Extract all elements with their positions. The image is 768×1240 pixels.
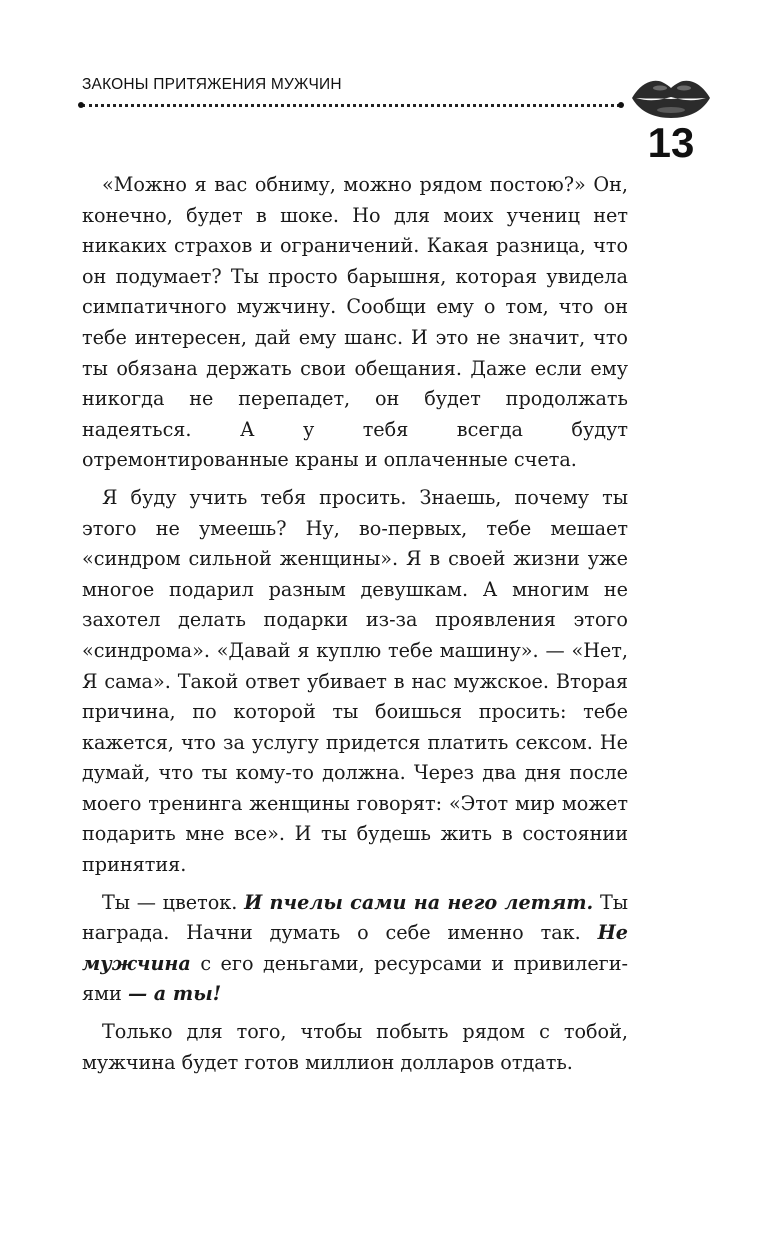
paragraph-4 xyxy=(82,1017,628,1078)
rule-dot-left xyxy=(78,102,84,108)
paragraph-1-text: «Можно я вас обниму, можно рядом постою?» Он, конечно, будет в шоке. Но для моих учениц нет никаких страхов и ограничений. Какая разница, что он подумает? Ты просто барышня, которая увидела симпатичного мужчину. Сообщи ему о том, что он тебе интересен, дай ему шанс. И это не значит, что ты обязана держать свои обещания. Даже если ему никогда не перепадет, он будет продолжать надеяться. А у тебя всегда будут отремонтированные краны и оплаченные счета. xyxy=(82,173,628,472)
page-number: 13 xyxy=(647,119,695,166)
running-head: ЗАКОНЫ ПРИТЯЖЕНИЯ МУЖЧИН xyxy=(82,76,342,93)
paragraph-3 xyxy=(82,888,628,1010)
paragraph-2-text: Я буду учить тебя просить. Знаешь, почему ты этого не умеешь? Ну, во-первых, тебе мешает «синдром сильной женщины». Я в своей жизни уже многое подарил разным девушкам. А многим не захотел делать подарки из-за проявления этого «синдрома». «Давай я куплю тебе машину». — «Нет, Я сама». Такой ответ убивает в нас мужское. Вторая причина, по которой ты боишься просить: тебе кажется, что за услугу придется платить сексом. Не думай, что ты кому-то должна. Через два дня после моего тренинга женщины говорят: «Этот мир может подарить мне все». И ты будешь жить в состоянии принятия. xyxy=(82,485,628,877)
paragraph-3-part-c: Ты награда. Начни думать о себе именно так. xyxy=(82,890,629,945)
body-text xyxy=(82,170,628,1085)
paragraph-4-text: Только для того, чтобы побыть рядом с тобой, мужчина будет готов миллион долларов отдать. xyxy=(82,1020,628,1074)
rule-dot-right xyxy=(618,102,624,108)
paragraph-3-part-e: с его деньгами, ресурсами и привилегиями xyxy=(82,951,628,1006)
lips-icon xyxy=(630,76,712,120)
paragraph-1 xyxy=(82,170,628,476)
dotted-rule xyxy=(82,104,620,107)
page-header xyxy=(82,76,695,166)
paragraph-3-emphasis-you: — а ты! xyxy=(127,982,222,1006)
paragraph-2 xyxy=(82,483,628,881)
paragraph-3-emphasis-bees: И пчелы сами на него летят. xyxy=(244,890,594,914)
paragraph-3-part-a: Ты — цветок. xyxy=(102,890,238,914)
paragraph-3-emphasis-not-man: Не мужчина xyxy=(82,921,628,975)
